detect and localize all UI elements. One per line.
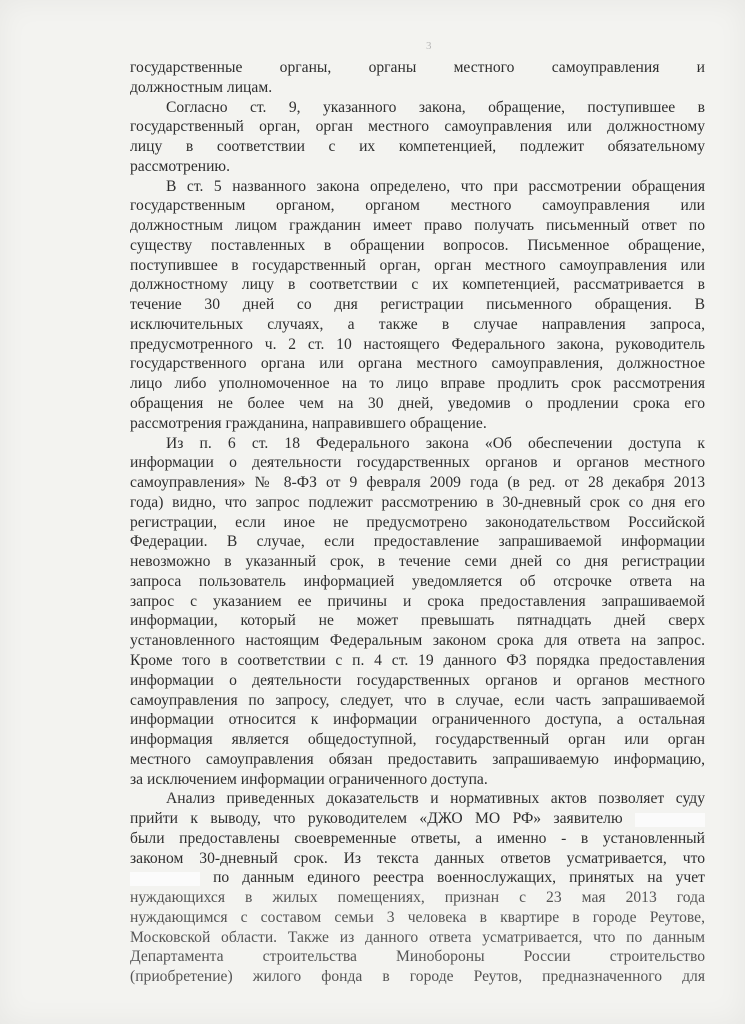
text-line: информации о деятельности государственных органов и органов местного (130, 454, 705, 472)
text-line: рассмотрения гражданина, направившего обращение. (130, 414, 487, 432)
text-line: самоуправления по запросу, следует, что в случае, если часть запрашиваемой (130, 691, 705, 709)
text-line: должностным лицом гражданин имеет право получать письменный ответ по (130, 217, 705, 235)
text-line: Анализ приведенных доказательств и нормативных актов позволяет суду (166, 790, 705, 808)
text-line: регистрации, если иное не предусмотрено законодательством Российской (130, 513, 705, 531)
text-line: предусмотренного ч. 2 ст. 10 настоящего Федерального закона, руководитель (130, 335, 705, 353)
text-line (130, 868, 705, 888)
text-line: информация является общедоступной, государственный орган или орган (130, 731, 705, 749)
text-line: государственным органом, органом местного самоуправления или (130, 197, 705, 215)
text-line: Московской области. Также из данного ответа усматривается, что по данным (130, 928, 705, 946)
text-line: за исключением информации ограниченного доступа. (130, 770, 488, 788)
text-line: исключительных случаях, а также в случае направления запроса, (130, 315, 705, 333)
page-number: 3 (426, 40, 432, 52)
text-line: государственного органа или органа местного самоуправления, должностное (130, 355, 705, 373)
text-line: Федерации. В случае, если предоставление запрашиваемой информации (130, 533, 705, 551)
text-line: информации относится к информации ограниченного доступа, а остальная (130, 711, 705, 729)
text-line: лицо либо уполномоченное на то лицо вправе продлить срок рассмотрения (130, 375, 705, 393)
text-line: года) видно, что запрос подлежит рассмотрению в 30-дневный срок со дня его (130, 493, 705, 511)
text-fragment: по данным единого реестра военнослужащих, принятых на учет (213, 869, 705, 887)
redacted-name (130, 872, 200, 886)
text-fragment: прийти к выводу, что руководителем «ДЖО МО РФ» заявителю (130, 810, 623, 828)
text-line (130, 809, 705, 829)
text-line: существу поставленных в обращении вопросов. Письменное обращение, (130, 236, 705, 254)
text-line: информации, который не может превышать пятнадцать дней сверх (130, 612, 705, 630)
text-line: государственные органы, органы местного самоуправления и (130, 59, 705, 76)
text-line: информации о деятельности государственных органов и органов местного (130, 671, 705, 689)
text-line: запроса пользователь информацией уведомляется об отсрочке ответа на (130, 572, 705, 590)
text-line: должностным лицам. (130, 78, 273, 96)
text-line: Из п. 6 ст. 18 Федерального закона «Об обеспечении доступа к (166, 434, 705, 452)
text-line: запрос с указанием ее причины и срока предоставления запрашиваемой (130, 592, 705, 610)
text-line: местного самоуправления обязан предоставить запрашиваемую информацию, (130, 750, 705, 768)
text-line: государственный орган, орган местного самоуправления или должностному (130, 118, 705, 136)
text-line: установленного настоящим Федеральным законом срока для ответа на запрос. (130, 632, 705, 650)
text-line: рассмотрению. (130, 157, 230, 175)
text-line: В ст. 5 названного закона определено, что при рассмотрении обращения (166, 177, 705, 195)
text-line: должностному лицу в соответствии с их компетенцией, рассматривается в (130, 276, 705, 294)
text-line: нуждающимся с составом семьи 3 человека в квартире в городе Реутове, (130, 908, 705, 926)
text-line: поступившее в государственный орган, орган местного самоуправления или (130, 256, 705, 274)
text-line: течение 30 дней со дня регистрации письменного обращения. В (130, 296, 705, 314)
text-line: самоуправления» № 8-ФЗ от 9 февраля 2009 года (в ред. от 28 декабря 2013 (130, 474, 705, 492)
text-line: Кроме того в соответствии с п. 4 ст. 19 данного ФЗ порядка предоставления (130, 651, 705, 669)
text-line: были предоставлены своевременные ответы, а именно - в установленный (130, 829, 705, 847)
text-line: лицу в соответствии с их компетенцией, подлежит обязательному (130, 138, 705, 156)
text-line: Департамента строительства Минобороны России строительство (130, 948, 705, 966)
document-body (130, 58, 705, 987)
text-line: нуждающихся в жилых помещениях, признан с 23 мая 2013 года (130, 889, 705, 907)
text-line: Согласно ст. 9, указанного закона, обращение, поступившее в (166, 98, 705, 116)
text-line: (приобретение) жилого фонда в городе Реутов, предназначенного для (130, 968, 705, 986)
text-line: невозможно в указанный срок, в течение семи дней со дня регистрации (130, 553, 705, 571)
text-line: законом 30-дневный срок. Из текста данных ответов усматривается, что (130, 849, 705, 867)
redacted-name (635, 813, 705, 827)
text-line: обращения не более чем на 30 дней, уведомив о продлении срока его (130, 395, 705, 413)
